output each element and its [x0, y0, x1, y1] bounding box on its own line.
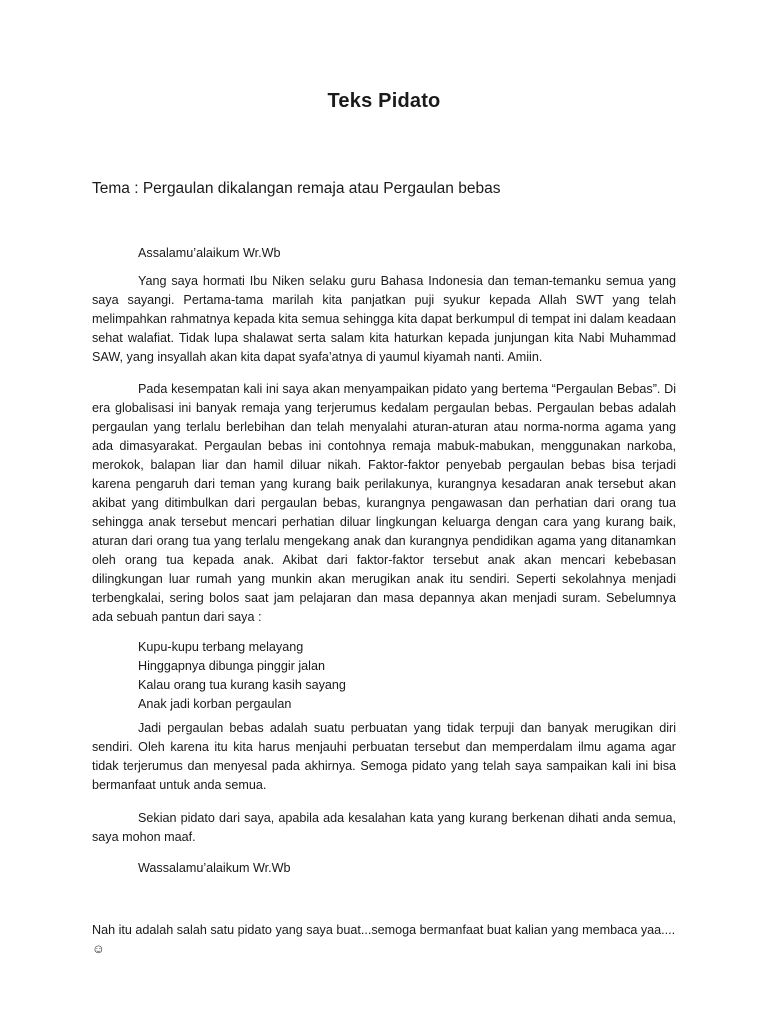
paragraph-conclusion [92, 719, 676, 795]
paragraph-text: Yang saya hormati Ibu Niken selaku guru Bahasa Indonesia dan teman-temanku semua yang saya sayangi. Pertama-tama marilah kita panjatkan puji syukur kepada Allah SWT yang telah melimpahkan rahmatnya kepada kita semua sehingga kita dapat berkumpul di tempat ini dalam keadaan sehat walafiat. Tidak lupa shalawat serta salam kita haturkan kepada junjungan kita Nabi Muhammad SAW, yang insyallah akan kita dapat syafa’atnya di yaumul kiyamah nanti. Amiin. [92, 274, 676, 364]
paragraph-main [92, 380, 676, 627]
opening-greeting: Assalamu’alaikum Wr.Wb [138, 246, 281, 260]
paragraph-text: Jadi pergaulan bebas adalah suatu perbuatan yang tidak terpuji dan banyak merugikan diri sendiri. Oleh karena itu kita harus menjauhi perbuatan tersebut dan memperdalam ilmu agama agar tidak terjerumus dan menyesal pada akhirnya. Semoga pidato yang telah saya sampaikan kali ini bisa bermanfaat untuk anda semua. [92, 721, 676, 792]
paragraph-opening [92, 272, 676, 367]
paragraph-apology [92, 809, 676, 847]
paragraph-text: Sekian pidato dari saya, apabila ada kesalahan kata yang kurang berkenan dihati anda semua, saya mohon maaf. [92, 811, 676, 844]
document-title: Teks Pidato [327, 90, 441, 112]
closing-greeting: Wassalamu’alaikum Wr.Wb [138, 861, 291, 875]
pantun-line: Kupu-kupu terbang melayang [138, 640, 304, 654]
paragraph-text: Pada kesempatan kali ini saya akan menyampaikan pidato yang bertema “Pergaulan Bebas”. Di era globalisasi ini banyak remaja yang terjerumus kedalam pergaulan bebas. Pergaulan bebas adalah pergaulan yang terlalu berlebihan dan telah menyalahi aturan-aturan atau norma-norma agama yang ada dimasyarakat. Pergaulan bebas ini contohnya remaja mabuk-mabukan, menggunakan narkoba, merokok, balapan liar dan hamil diluar nikah. Faktor-faktor penyebab pergaulan bebas bisa terjadi karena pengaruh dari teman yang kurang baik perilakunya, kurangnya kesadaran anak tersebut akan akibat yang ditimbulkan dari pergaulan bebas, kurangnya pengawasan dan perhatian dari orang tua sehingga anak tersebut mencari perhatian diluar lingkungan keluarga dengan cara yang kurang baik, aturan dari orang tua yang terlalu mengekang anak dan kurangnya pendidikan agama yang ditanamkan oleh orang tua kepada anak. Akibat dari faktor-faktor tersebut anak akan mencari kebebasan dilingkungan luar rumah yang munkin akan merugikan anak itu sendiri. Seperti sekolahnya menjadi terbengkalai, sering bolos saat jam pelajaran dan masa depannya akan menjadi suram. Sebelumnya ada sebuah pantun dari saya : [92, 382, 676, 624]
pantun-line: Kalau orang tua kurang kasih sayang [138, 678, 346, 692]
pantun-line: Anak jadi korban pergaulan [138, 697, 292, 711]
pantun-block [138, 638, 346, 714]
closing-note: Nah itu adalah salah satu pidato yang saya buat...semoga bermanfaat buat kalian yang membaca yaa.... ☺ [92, 923, 676, 956]
speech-theme: Tema : Pergaulan dikalangan remaja atau Pergaulan bebas [92, 180, 501, 197]
pantun-line: Hinggapnya dibunga pinggir jalan [138, 659, 325, 673]
